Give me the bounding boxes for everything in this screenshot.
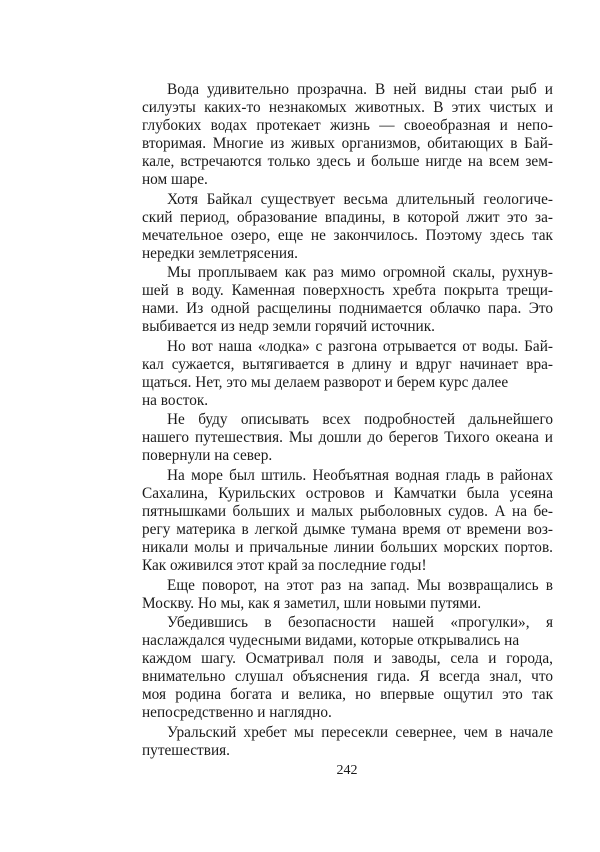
text-line: вторимая. Многие из живых организмов, обитающих в Бай-	[142, 135, 553, 152]
text-line: Мы проплываем как раз мимо огромной скалы, рухнув-	[167, 264, 553, 282]
text-line: моя родина богата и велика, но впервые ощутил это так	[142, 686, 553, 704]
text-line: глубоких водах протекает жизнь — своеобразная и непо-	[142, 117, 553, 134]
page-number: 242	[336, 763, 358, 778]
text-line: наслаждался чудесными видами, которые открывались на	[142, 632, 520, 650]
text-line: Еще поворот, на этот раз на запад. Мы возвращались в	[167, 576, 553, 594]
text-line: мечательное озеро, еще не закончилось. Поэтому здесь так	[142, 226, 553, 244]
text-line: внимательно слушал объяснения гида. Я всегда знал, что	[142, 668, 553, 686]
paragraph	[142, 411, 553, 465]
text-line: Москву. Но мы, как я заметил, шли новыми путями.	[142, 594, 482, 612]
text-line: никали молы и причальные линии больших морских портов.	[142, 538, 553, 556]
text-line: Но вот наша «лодка» с разгона отрывается от воды. Бай-	[167, 337, 553, 355]
text-line: кале, встречаются только здесь и больше нигде на всем зем-	[142, 153, 553, 170]
text-line: нередки землетрясения.	[142, 244, 298, 262]
text-line: шей в воду. Каменная поверхность хребта покрыта трещи-	[142, 282, 553, 300]
paragraph	[142, 614, 553, 722]
text-line: Как оживился этот край за последние годы!	[142, 556, 427, 574]
text-line: На море был штиль. Необъятная водная гладь в районах	[167, 466, 553, 484]
paragraph	[142, 338, 553, 410]
text-line: нами. Из одной расщелины поднимается облачко пара. Это	[142, 300, 553, 318]
text-line: выбивается из недр земли горячий источник.	[142, 318, 435, 336]
paragraph	[142, 724, 553, 760]
text-line: на восток.	[142, 391, 209, 409]
text-line: каждом шагу. Осматривал поля и заводы, села и города,	[142, 650, 553, 668]
text-line: Вода удивительно прозрачна. В ней видны стаи рыб и	[167, 81, 553, 98]
paragraph	[142, 577, 553, 613]
text-line: Хотя Байкал существует весьма длительный геологиче-	[167, 190, 553, 208]
paragraph	[142, 467, 553, 575]
text-line: регу материка в легкой дымке тумана время от времени воз-	[142, 520, 553, 538]
text-line: Уральский хребет мы пересекли севернее, чем в начале	[167, 723, 553, 741]
text-line: ский период, образование впадины, в которой лжит это за-	[142, 208, 553, 226]
body-text	[142, 81, 553, 761]
paragraph	[142, 264, 553, 336]
text-line: силуэты каких-то незнакомых животных. В этих чистых и	[142, 99, 553, 116]
text-line: непосредственно и наглядно.	[142, 704, 332, 722]
text-line: кал сужается, вытягивается в длину и вдруг начинает вра-	[142, 355, 553, 373]
text-line: щаться. Нет, это мы делаем разворот и берем курс далее	[142, 373, 509, 391]
paragraph	[142, 191, 553, 263]
text-line: Сахалина, Курильских островов и Камчатки была усеяна	[142, 484, 553, 502]
text-line: нашего путешествия. Мы дошли до берегов Тихого океана и	[142, 429, 553, 447]
text-line: повернули на север.	[142, 447, 273, 465]
text-line: путешествия.	[142, 741, 231, 759]
text-line: Убедившись в безопасности нашей «прогулки», я	[167, 614, 553, 632]
text-line: пятнышками больших и малых рыболовных судов. А на бе-	[142, 502, 553, 520]
text-line: ном шаре.	[142, 171, 208, 188]
text-line: Не буду описывать всех подробностей дальнейшего	[167, 411, 553, 429]
paragraph	[142, 81, 553, 189]
